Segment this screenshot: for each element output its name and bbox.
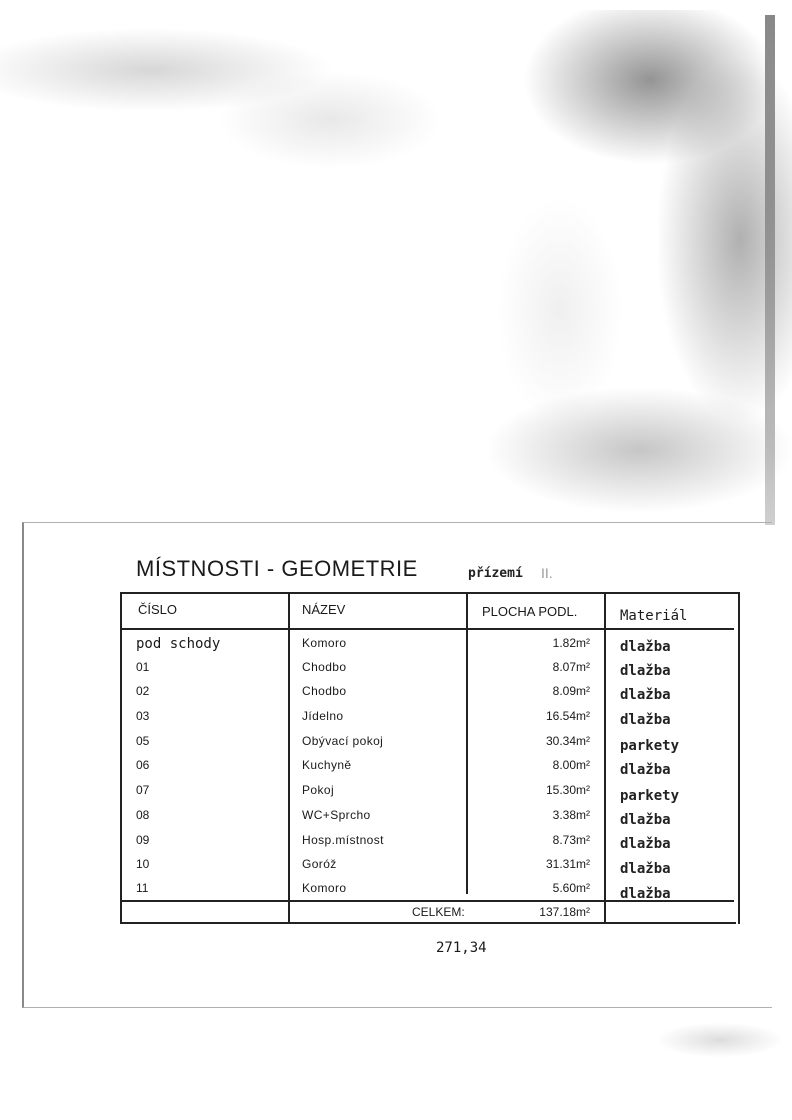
row-plocha: 31.31m² bbox=[545, 857, 590, 871]
row-cislo: 05 bbox=[136, 734, 150, 748]
row-plocha: 16.54m² bbox=[545, 709, 590, 723]
row-cislo: 09 bbox=[136, 833, 150, 847]
row-plocha: 8.07m² bbox=[552, 660, 590, 674]
row-material: dlažba bbox=[620, 663, 671, 679]
handwritten-total-note: 271,34 bbox=[436, 940, 487, 956]
total-label: CELKEM: bbox=[412, 905, 465, 919]
row-cislo: 08 bbox=[136, 808, 150, 822]
row-plocha: 8.09m² bbox=[552, 684, 590, 698]
scan-smudge-top bbox=[0, 10, 792, 530]
row-cislo: 11 bbox=[136, 881, 149, 895]
row-cislo: 07 bbox=[136, 783, 150, 797]
row-nazev: Komoro bbox=[302, 881, 347, 895]
column-divider bbox=[288, 594, 290, 922]
header-divider bbox=[122, 628, 734, 630]
row-plocha: 5.60m² bbox=[552, 881, 590, 895]
row-cislo: 01 bbox=[136, 660, 150, 674]
row-material: dlažba bbox=[620, 861, 671, 877]
rooms-table bbox=[120, 592, 740, 924]
total-value: 137.18m² bbox=[539, 905, 590, 919]
column-divider bbox=[604, 594, 606, 924]
row-material: dlažba bbox=[620, 836, 671, 852]
header-cislo: ČÍSLO bbox=[138, 602, 178, 617]
floor-label: přízemí bbox=[468, 566, 523, 581]
header-material: Materiál bbox=[620, 608, 688, 624]
row-nazev: Chodbo bbox=[302, 660, 347, 674]
row-cislo: 02 bbox=[136, 684, 150, 698]
row-nazev: Pokoj bbox=[302, 783, 335, 797]
row-material: dlažba bbox=[620, 812, 671, 828]
row-plocha: 1.82m² bbox=[552, 636, 590, 650]
row-material: parkety bbox=[620, 738, 680, 754]
row-nazev: Hosp.místnost bbox=[302, 833, 384, 847]
row-plocha: 30.34m² bbox=[545, 734, 590, 748]
row-cislo: pod schody bbox=[136, 636, 221, 652]
row-material: parkety bbox=[620, 788, 680, 804]
row-material: dlažba bbox=[620, 762, 671, 778]
table-bottom-line bbox=[122, 922, 736, 924]
row-nazev: Jídelno bbox=[302, 709, 344, 723]
row-cislo: 06 bbox=[136, 758, 150, 772]
header-nazev: NÁZEV bbox=[302, 602, 346, 617]
scan-smudge-bottom bbox=[600, 1010, 790, 1070]
page-title: MÍSTNOSTI - GEOMETRIE bbox=[136, 556, 418, 581]
scan-edge-shadow bbox=[765, 15, 775, 525]
row-material: dlažba bbox=[620, 886, 671, 902]
row-material: dlažba bbox=[620, 687, 671, 703]
row-plocha: 8.00m² bbox=[552, 758, 590, 772]
row-nazev: WC+Sprcho bbox=[302, 808, 371, 822]
row-nazev: Kuchyně bbox=[302, 758, 352, 772]
row-plocha: 15.30m² bbox=[545, 783, 590, 797]
row-plocha: 3.38m² bbox=[552, 808, 590, 822]
row-cislo: 03 bbox=[136, 709, 150, 723]
header-plocha: PLOCHA PODL. bbox=[482, 604, 578, 619]
column-divider bbox=[466, 594, 468, 894]
row-cislo: 10 bbox=[136, 857, 150, 871]
row-material: dlažba bbox=[620, 712, 671, 728]
row-nazev: Chodbo bbox=[302, 684, 347, 698]
floor-label-extra: II. bbox=[541, 565, 553, 581]
row-plocha: 8.73m² bbox=[552, 833, 590, 847]
row-material: dlažba bbox=[620, 639, 671, 655]
row-nazev: Obývací pokoj bbox=[302, 734, 384, 748]
row-nazev: Komoro bbox=[302, 636, 347, 650]
row-nazev: Goróž bbox=[302, 857, 337, 871]
